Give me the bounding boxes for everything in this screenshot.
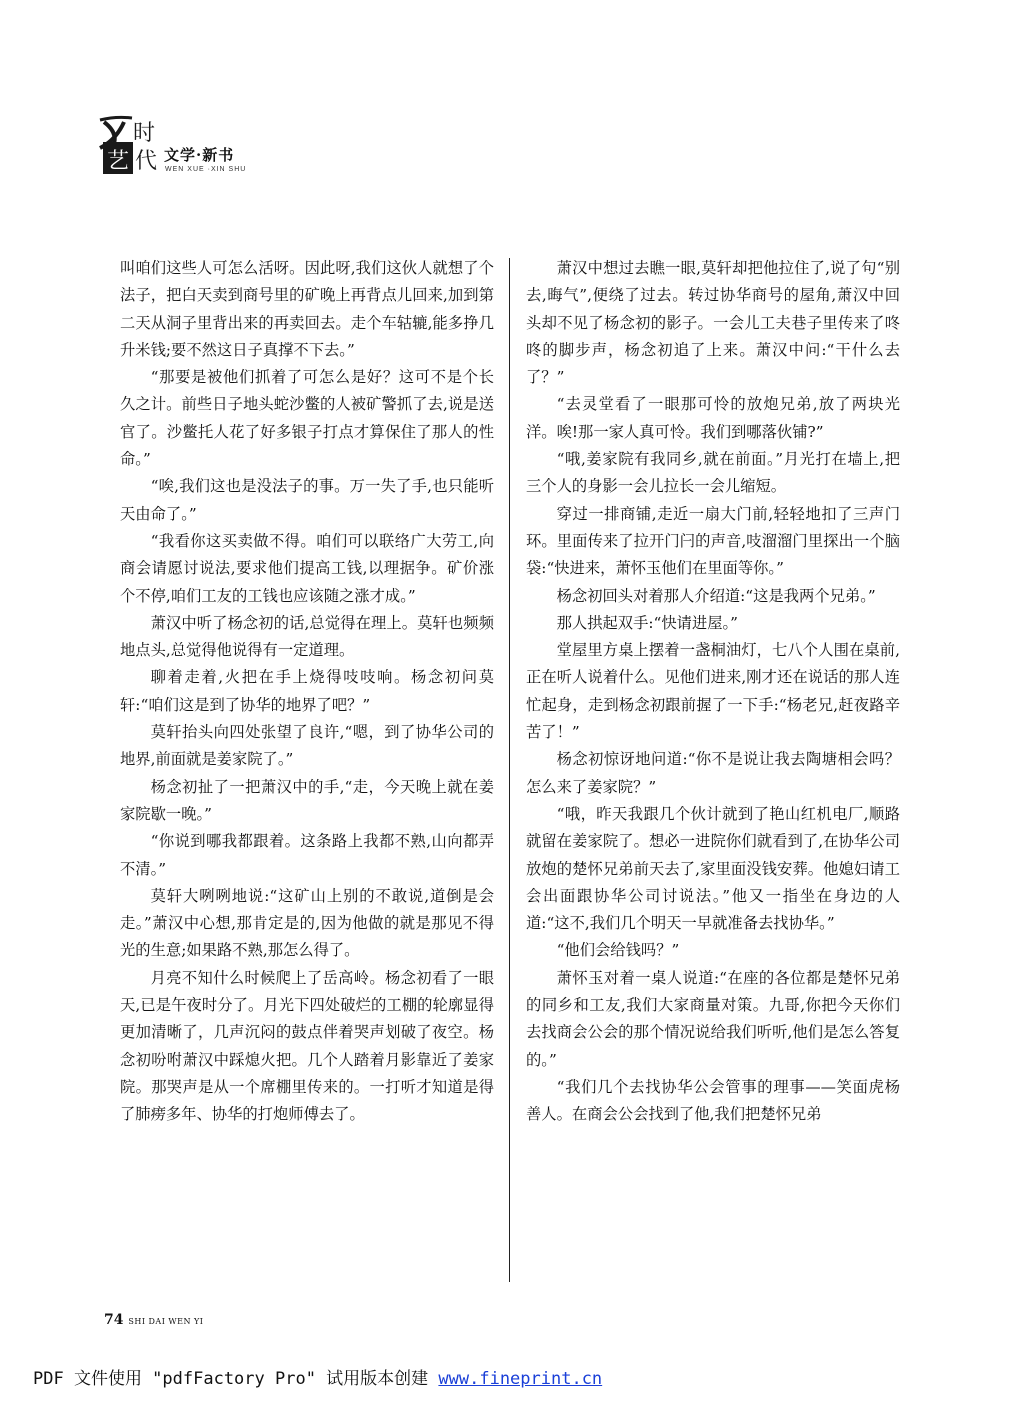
logo-char-shi: 时 [132, 121, 156, 146]
magazine-pinyin: SHI DAI WEN YI [128, 1317, 204, 1326]
right-column [526, 255, 900, 1129]
paragraph: “他们会给钱吗？” [556, 941, 680, 960]
paragraph: 萧怀玉对着一桌人说道:“在座的各位都是楚怀兄弟的同乡和工友,我们大家商量对策。九哥,你把今天你们去找商会公会的那个情况说给我们听听,他们是怎么答复的。” [526, 968, 900, 1069]
paragraph: 杨念初惊讶地问道:“你不是说让我去陶塘相会吗？怎么来了姜家院？” [526, 750, 900, 796]
logo-char-yi: 艺 [106, 149, 130, 174]
paragraph: 堂屋里方桌上摆着一盏桐油灯，七八个人围在桌前,正在听人说着什么。见他们进来,刚才还在说话的那人连忙起身，走到杨念初跟前握了一下手:“杨老兄,赶夜路辛苦了！” [526, 641, 900, 742]
paragraph: “去灵堂看了一眼那可怜的放炮兄弟,放了两块光洋。唉!那一家人真可怜。我们到哪落伙铺?” [526, 395, 900, 441]
section-title: 文学·新书 [164, 146, 235, 164]
paragraph: “哦,姜家院有我同乡,就在前面。”月光打在墙上,把三个人的身影一会儿拉长一会儿缩短。 [526, 450, 900, 496]
paragraph: 穿过一排商铺,走近一扇大门前,轻轻地扣了三声门环。里面传来了拉开门闩的声音,吱溜溜门里探出一个脑袋:“快进来，萧怀玉他们在里面等你。” [526, 504, 900, 578]
page-number: 74 [104, 1312, 124, 1328]
section-pinyin: WEN XUE ·XIN SHU [165, 166, 247, 173]
paragraph: 萧汉中想过去瞧一眼,莫轩却把他拉住了,说了句“别去,晦气”,便绕了过去。转过协华商号的屋角,萧汉中回头却不见了杨念初的影子。一会儿工夫巷子里传来了咚咚的脚步声，杨念初追了上来。萧汉中问:“干什么去了？” [526, 259, 900, 387]
magazine-logo [98, 114, 268, 178]
paragraph: 杨念初回头对着那人介绍道:“这是我两个兄弟。” [556, 586, 876, 605]
paragraph: 萧汉中听了杨念初的话,总觉得在理上。莫轩也频频地点头,总觉得他说得有一定道理。 [120, 613, 494, 660]
paragraph: “那要是被他们抓着了可怎么是好？这可不是个长久之计。前些日子地头蛇沙鳖的人被矿警抓了去,说是送官了。沙鳖托人花了好多银子打点才算保住了那人的性命。” [120, 368, 494, 469]
column-divider [509, 258, 510, 1282]
paragraph: 莫轩大咧咧地说:“这矿山上别的不敢说,道倒是会走。”萧汉中心想,那肯定是的,因为他做的就是那见不得光的生意;如果路不熟,那怎么得了。 [120, 886, 494, 960]
paragraph: 杨念初扯了一把萧汉中的手,“走，今天晚上就在姜家院歇一晚。” [120, 777, 494, 823]
pdf-watermark [33, 1364, 602, 1389]
paragraph: “哦，昨天我跟几个伙计就到了艳山红机电厂,顺路就留在姜家院了。想必一进院你们就看到了,在协华公司放炮的楚怀兄弟前天去了,家里面没钱安葬。他媳妇请工会出面跟协华公司讨说法。”他又一指坐在身边的人道:“这不,我们几个明天一早就准备去找协华。” [526, 804, 900, 933]
paragraph: 叫咱们这些人可怎么活呀。因此呀,我们这伙人就想了个法子，把白天卖到商号里的矿晚上再背点儿回来,加到第二天从洞子里背出来的再卖回去。走个车轱辘,能多挣几升米钱;要不然这日子真撑不下去。” [120, 259, 494, 359]
paragraph: 那人拱起双手:“快请进屋。” [556, 613, 739, 632]
paragraph: “我们几个去找协华公会管事的理事——笑面虎杨善人。在商会公会找到了他,我们把楚怀兄弟 [526, 1077, 900, 1124]
paragraph: 聊着走着,火把在手上烧得吱吱响。杨念初问莫轩:“咱们这是到了协华的地界了吧？” [120, 668, 494, 714]
logo-char-dai: 代 [134, 149, 158, 174]
paragraph: “你说到哪我都跟着。这条路上我都不熟,山向都弄不清。” [120, 832, 494, 878]
paragraph: 莫轩抬头向四处张望了良许,“嗯，到了协华公司的地界,前面就是姜家院了。” [120, 723, 494, 769]
watermark-link[interactable]: www.fineprint.cn [438, 1369, 603, 1389]
watermark-text: PDF 文件使用 "pdfFactory Pro" 试用版本创建 [33, 1369, 439, 1389]
paragraph: “唉,我们这也是没法子的事。万一失了手,也只能听天由命了。” [120, 477, 494, 523]
logo-char-wen: 文 [117, 138, 118, 139]
logo-mark [98, 114, 162, 176]
left-column [120, 255, 494, 1129]
page-footer [104, 1312, 203, 1328]
paragraph: 月亮不知什么时候爬上了岳高岭。杨念初看了一眼天,已是午夜时分了。月光下四处破烂的工棚的轮廓显得更加清晰了，几声沉闷的鼓点伴着哭声划破了夜空。杨念初吩咐萧汉中踩熄火把。几个人踏着月影靠近了姜家院。那哭声是从一个席棚里传来的。一打听才知道是得了肺痨多年、协华的打炮师傅去了。 [120, 968, 494, 1124]
paragraph: “我看你这买卖做不得。咱们可以联络广大劳工,向商会请愿讨说法,要求他们提高工钱,以理据争。矿价涨个不停,咱们工友的工钱也应该随之涨才成。” [120, 531, 494, 605]
